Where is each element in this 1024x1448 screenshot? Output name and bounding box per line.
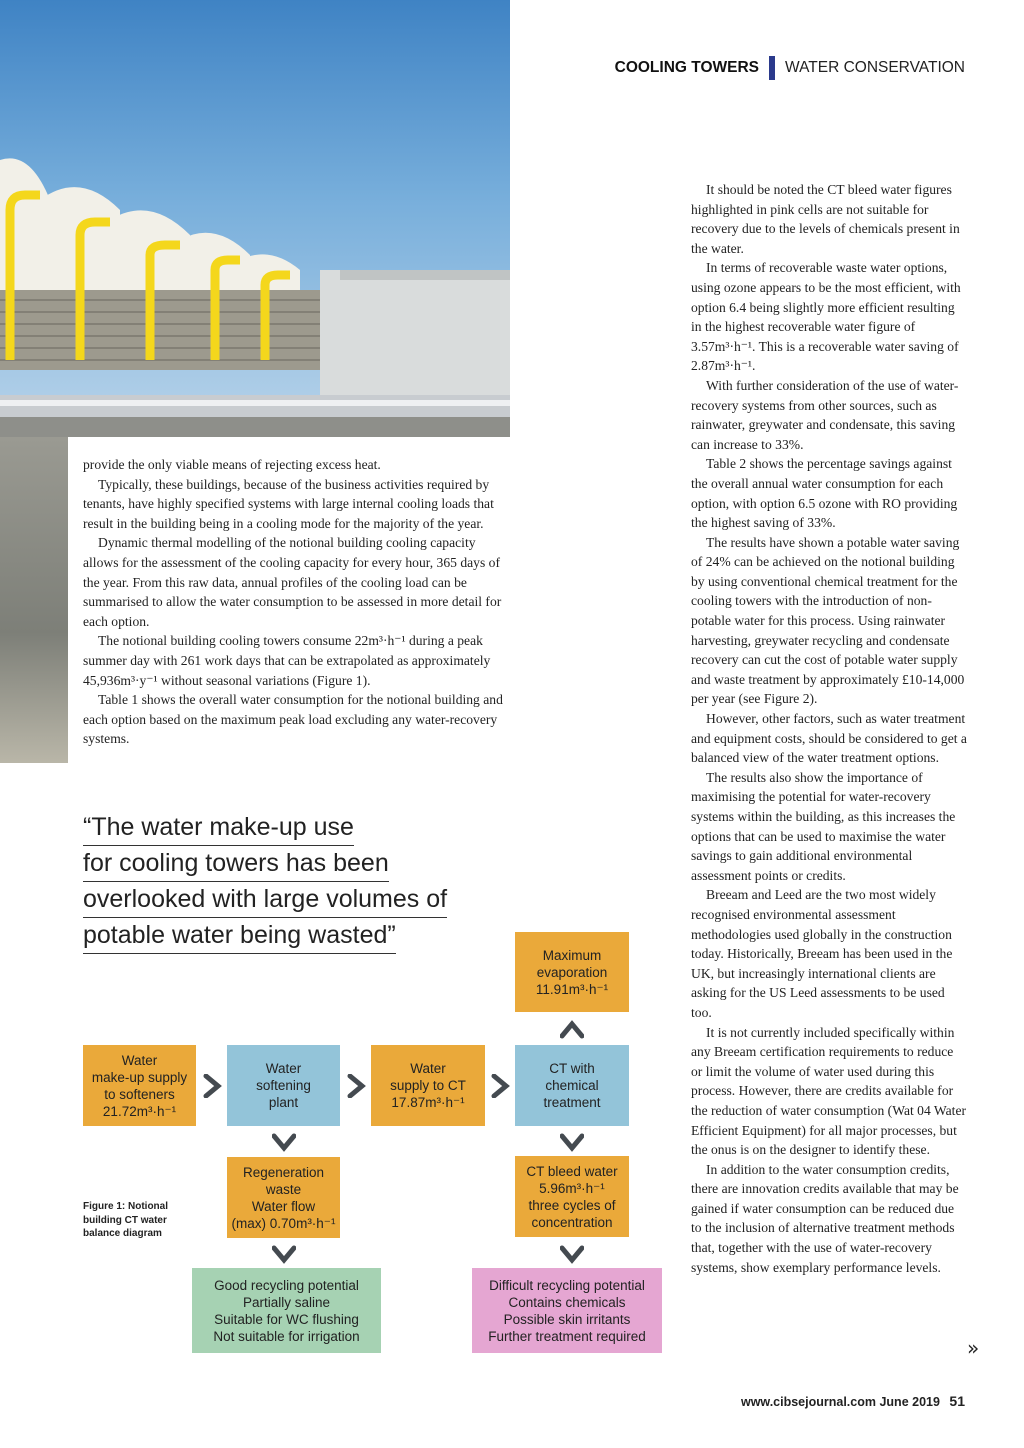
difficult-recycling-box: Difficult recycling potential Contains chemicals Possible skin irritants Further treatment required [472,1268,662,1353]
quote-line: overlooked with large volumes of [83,882,447,918]
chevron-right-icon [200,1074,224,1098]
page-number: 51 [949,1393,965,1409]
quote-line: for cooling towers has been [83,846,389,882]
paragraph: With further consideration of the use of water-recovery systems from other sources, such as rainwater, greywater and condensate, this saving can increase to 33%. [691,377,959,452]
figure-caption: Figure 1: Notional building CT water balance diagram [83,1201,168,1239]
regeneration-waste-box: Regeneration waste Water flow (max) 0.70m³·h⁻¹ [227,1157,340,1238]
cooling-towers-illustration [0,0,510,437]
topic-label: WATER CONSERVATION [785,59,965,76]
paragraph: It should be noted the CT bleed water figures highlighted in pink cells are not suitable for recovery due to the levels of chemicals present in the water. [691,182,960,256]
paragraph: It is not currently included specifically within any Breeam certification requirements to reduce or limit the volume of water used during this process. However, there are credits available for the reduction of water consumption (Wat 04 Water Efficient Equipment) for all major processes, but the onus is on the designer to identify these. [691,1024,967,1158]
good-recycling-box: Good recycling potential Partially saline Suitable for WC flushing Not suitable for irrigation [192,1268,381,1353]
chevron-up-icon [560,1018,584,1042]
paragraph: provide the only viable means of rejecting excess heat. [83,457,381,472]
chevron-down-icon [272,1242,296,1266]
paragraph: However, other factors, such as water treatment and equipment costs, should be considered to get a balanced view of the water treatment options. [691,711,967,766]
paragraph: The notional building cooling towers consume 22m³·h⁻¹ during a peak summer day with 261 work days that can be extrapolated as approximately 45,936m³·y⁻¹ without seasonal variations (Figure 1). [83,633,491,688]
paragraph: Breeam and Leed are the two most widely recognised environmental assessment methodologies used globally in the construction today. Historically, Breeam has been used in the UK, but increasingly international clients are asking for the US Leed assessments to be used too. [691,887,953,1020]
ct-treatment-box: CT with chemical treatment [515,1045,629,1126]
chevron-down-icon [272,1130,296,1154]
supply-to-ct-box: Water supply to CT 17.87m³·h⁻¹ [371,1045,485,1126]
evaporation-box: Maximum evaporation 11.91m³·h⁻¹ [515,932,629,1012]
section-label: COOLING TOWERS [614,59,760,76]
header-divider [769,56,775,80]
paragraph: Typically, these buildings, because of the business activities required by tenants, have highly specified systems with large internal cooling loads that result in the building being in a cooling mode for the majority of the year. [83,476,494,531]
paragraph: The results have shown a potable water saving of 24% can be achieved on the notional building by using conventional chemical treatment for the cooling towers with the introduction of non-potable water for this process. Using rainwater harvesting, greywater recycling and condensate recovery can cut the cost of potable water supply and waste treatment by approximately £10-14,000 per year (see Figure 2). [691,534,965,707]
paragraph: Dynamic thermal modelling of the notional building cooling capacity allows for the assessment of the cooling capacity for every hour, 365 days of the year. From this raw data, annual profiles of the cooling load can be summarised to allow the water consumption to be assessed in more detail for each option. [83,535,502,629]
paragraph: Table 1 shows the overall water consumption for the notional building and each option based on the maximum peak load excluding any water-recovery systems. [83,692,503,747]
chevron-right-icon [488,1074,512,1098]
cooling-towers-photo [0,0,510,437]
ct-bleed-box: CT bleed water 5.96m³·h⁻¹ three cycles of concentration [515,1156,629,1237]
paragraph: In addition to the water consumption credits, there are innovation credits available that may be gained if water consumption can be reduced due to the inclusion of alternative treatment methods that, together with the use of water-recovery systems, show exemplary performance levels. [691,1161,959,1275]
chevron-right-icon [344,1074,368,1098]
chevron-down-icon [560,1130,584,1154]
paragraph: Table 2 shows the percentage savings against the overall annual water consumption for each option, with option 6.5 ozone with RO providing the highest saving of 33%. [691,456,958,531]
footer-date: June 2019 [879,1395,940,1409]
photo-continuation [0,437,68,763]
right-column [691,180,967,1277]
quote-line: potable water being wasted” [83,918,396,954]
page-footer [741,1393,965,1409]
continue-arrow-icon: » [967,1336,980,1360]
section-header [615,56,965,80]
paragraph: In terms of recoverable waste water options, using ozone appears to be the most efficient, with option 6.4 being slightly more efficient resulting in the highest recoverable water figure of 3.57m³·h⁻¹. This is a recoverable water saving of 2.87m³·h⁻¹. [691,260,961,374]
footer-url: www.cibsejournal.com [740,1395,876,1409]
quote-line: “The water make-up use [83,810,354,846]
paragraph: The results also show the importance of maximising the potential for water-recovery systems within the building, as this increases the options that can be used to maximise the water savings to gain additional environmental assessment points or credits. [691,769,956,883]
left-column [83,455,511,749]
softening-plant-box: Water softening plant [227,1045,340,1126]
pull-quote [83,810,447,954]
chevron-down-icon [560,1242,584,1266]
makeup-supply-box: Water make-up supply to softeners 21.72m³·h⁻¹ [83,1045,196,1126]
